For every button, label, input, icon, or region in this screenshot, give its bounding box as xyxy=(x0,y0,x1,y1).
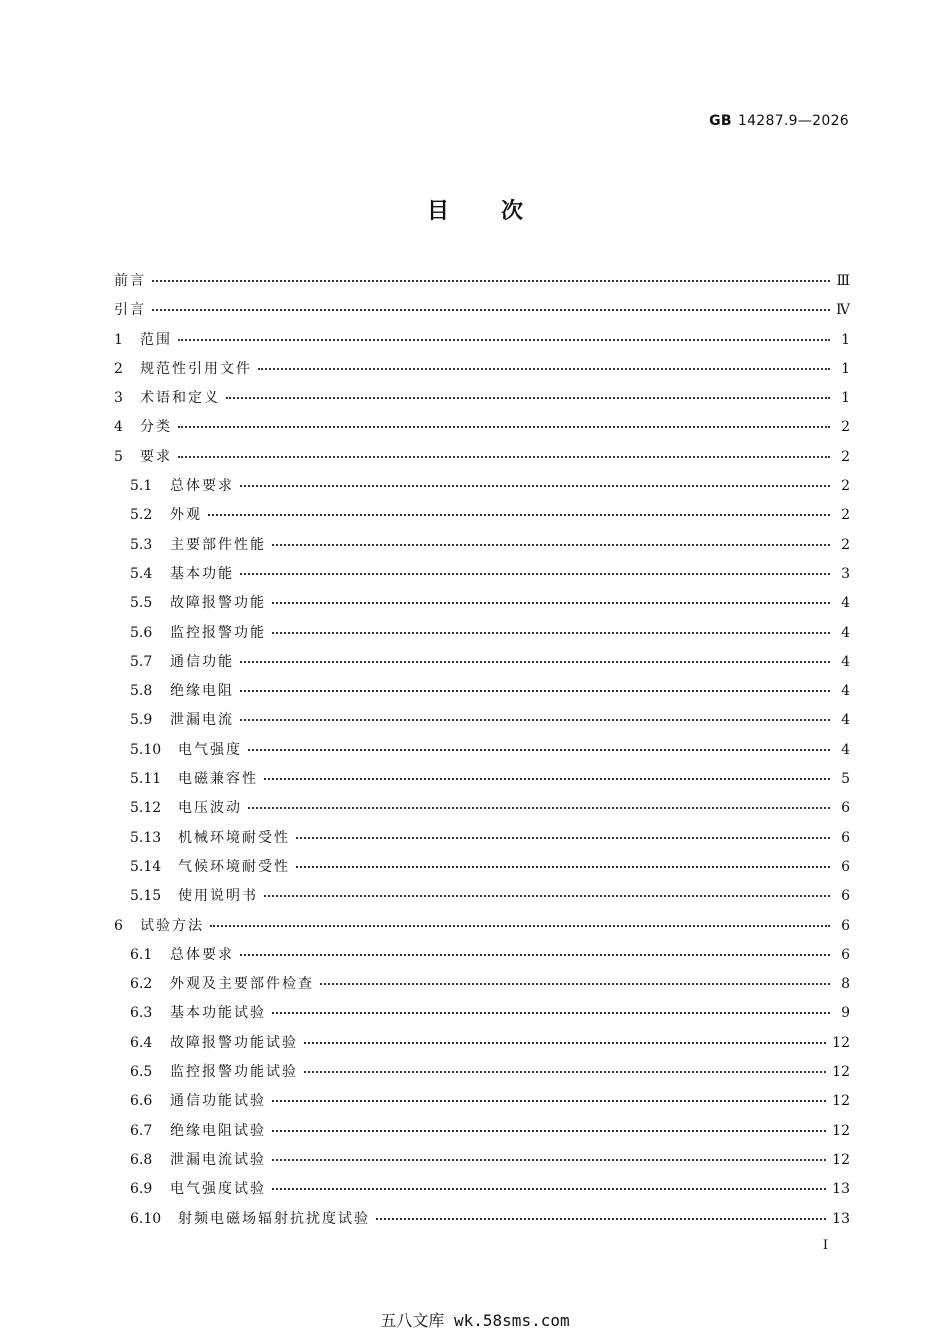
toc-entry[interactable] xyxy=(114,592,850,621)
toc-entry-page: 8 xyxy=(841,976,850,993)
toc-entry[interactable] xyxy=(114,358,850,387)
toc-entry-page: Ⅲ xyxy=(836,273,850,289)
toc-dot-leader xyxy=(208,505,830,519)
toc-entry-label: 电气强度试验 xyxy=(170,1181,266,1198)
toc-entry-number: 5.1 xyxy=(130,478,153,495)
table-of-contents xyxy=(114,270,850,1237)
toc-entry-label: 故障报警功能试验 xyxy=(170,1034,298,1051)
toc-entry[interactable] xyxy=(114,885,850,914)
toc-entry[interactable] xyxy=(114,416,850,445)
toc-dot-leader xyxy=(178,417,830,431)
toc-entry[interactable] xyxy=(114,1149,850,1178)
toc-entry-page: 4 xyxy=(841,741,850,758)
toc-entry-label: 试验方法 xyxy=(140,917,204,934)
toc-entry-page: 5 xyxy=(841,771,850,788)
toc-entry-label: 基本功能 xyxy=(170,565,234,582)
toc-entry-page: 1 xyxy=(841,360,850,377)
toc-entry-page: 3 xyxy=(841,565,850,582)
toc-dot-leader xyxy=(240,564,830,578)
toc-entry-label: 通信功能试验 xyxy=(170,1093,266,1110)
toc-entry-number: 6.3 xyxy=(130,1005,153,1022)
toc-entry-label: 要求 xyxy=(140,448,172,465)
toc-dot-leader xyxy=(240,710,830,724)
toc-entry[interactable] xyxy=(114,299,850,328)
toc-entry-page: 6 xyxy=(841,829,850,846)
toc-entry-label: 使用说明书 xyxy=(178,888,258,905)
toc-dot-leader xyxy=(152,271,830,285)
toc-entry-page: 12 xyxy=(832,1122,850,1139)
toc-entry[interactable] xyxy=(114,915,850,944)
toc-entry-label: 分类 xyxy=(140,419,172,436)
toc-entry-number: 6.10 xyxy=(130,1210,162,1227)
toc-entry-label: 通信功能 xyxy=(170,653,234,670)
toc-entry[interactable] xyxy=(114,797,850,826)
toc-entry[interactable] xyxy=(114,768,850,797)
toc-dot-leader xyxy=(272,1179,826,1193)
toc-dot-leader xyxy=(264,769,830,783)
toc-entry[interactable] xyxy=(114,944,850,973)
toc-entry[interactable] xyxy=(114,1090,850,1119)
toc-entry-number: 4 xyxy=(114,419,123,436)
toc-entry-label: 电气强度 xyxy=(178,741,242,758)
toc-entry[interactable] xyxy=(114,1032,850,1061)
toc-entry-label: 监控报警功能试验 xyxy=(170,1064,298,1081)
toc-entry-number: 5.10 xyxy=(130,741,162,758)
toc-dot-leader xyxy=(240,652,830,666)
toc-dot-leader xyxy=(240,476,830,490)
toc-entry[interactable] xyxy=(114,739,850,768)
toc-entry-label: 外观及主要部件检查 xyxy=(170,976,314,993)
toc-entry-number: 6.7 xyxy=(130,1122,153,1139)
toc-entry-page: 12 xyxy=(832,1034,850,1051)
toc-entry-label: 电压波动 xyxy=(178,800,242,817)
toc-entry-number: 5.15 xyxy=(130,888,162,905)
toc-entry[interactable] xyxy=(114,563,850,592)
toc-dot-leader xyxy=(272,593,830,607)
toc-dot-leader xyxy=(304,1062,826,1076)
toc-entry[interactable] xyxy=(114,534,850,563)
toc-entry-number: 5.12 xyxy=(130,800,162,817)
toc-entry[interactable] xyxy=(114,1002,850,1031)
toc-entry[interactable] xyxy=(114,504,850,533)
toc-entry-page: 12 xyxy=(832,1151,850,1168)
toc-dot-leader xyxy=(240,945,830,959)
standard-prefix: GB xyxy=(709,113,732,129)
toc-entry[interactable] xyxy=(114,651,850,680)
toc-entry-label: 前言 xyxy=(114,273,146,289)
toc-entry-label: 泄漏电流 xyxy=(170,712,234,729)
standard-number: 14287.9—2026 xyxy=(737,113,849,129)
toc-entry-page: 6 xyxy=(841,800,850,817)
toc-entry[interactable] xyxy=(114,1208,850,1237)
toc-dot-leader xyxy=(296,828,830,842)
toc-entry[interactable] xyxy=(114,270,850,299)
toc-entry-page: 1 xyxy=(841,331,850,348)
toc-entry[interactable] xyxy=(114,329,850,358)
toc-dot-leader xyxy=(258,359,830,373)
toc-entry-page: 4 xyxy=(841,624,850,641)
toc-entry-label: 故障报警功能 xyxy=(170,595,266,612)
toc-dot-leader xyxy=(248,798,830,812)
toc-entry-page: 12 xyxy=(832,1064,850,1081)
toc-entry-label: 总体要求 xyxy=(170,478,234,495)
toc-entry[interactable] xyxy=(114,387,850,416)
toc-entry-label: 引言 xyxy=(114,302,146,319)
toc-entry-label: 机械环境耐受性 xyxy=(178,829,290,846)
toc-entry-label: 基本功能试验 xyxy=(170,1005,266,1022)
toc-entry[interactable] xyxy=(114,709,850,738)
toc-entry-label: 总体要求 xyxy=(170,946,234,963)
toc-entry-number: 5.8 xyxy=(130,683,153,700)
toc-entry-number: 2 xyxy=(114,360,123,377)
toc-entry-number: 6 xyxy=(114,917,123,934)
toc-entry-page: 4 xyxy=(841,595,850,612)
toc-dot-leader xyxy=(272,1003,830,1017)
toc-entry-page: 6 xyxy=(841,946,850,963)
toc-entry-number: 5.3 xyxy=(130,536,153,553)
toc-entry-number: 5.2 xyxy=(130,507,153,524)
toc-dot-leader xyxy=(272,623,830,637)
toc-entry-number: 5.5 xyxy=(130,595,153,612)
toc-entry-page: 2 xyxy=(841,536,850,553)
footer-page-number: I xyxy=(822,1238,828,1253)
toc-entry-number: 6.5 xyxy=(130,1064,153,1081)
toc-entry-page: 6 xyxy=(841,888,850,905)
toc-entry-number: 5.6 xyxy=(130,624,153,641)
toc-dot-leader xyxy=(272,1121,826,1135)
toc-entry[interactable] xyxy=(114,680,850,709)
toc-entry-page: 13 xyxy=(832,1181,850,1198)
toc-entry-label: 绝缘电阻 xyxy=(170,683,234,700)
toc-entry-number: 6.6 xyxy=(130,1093,153,1110)
toc-entry-number: 5.4 xyxy=(130,565,153,582)
toc-entry[interactable] xyxy=(114,1061,850,1090)
toc-entry-page: 2 xyxy=(841,448,850,465)
toc-entry-label: 主要部件性能 xyxy=(170,536,266,553)
toc-dot-leader xyxy=(240,681,830,695)
toc-dot-leader xyxy=(304,1033,826,1047)
toc-entry-page: 6 xyxy=(841,858,850,875)
toc-entry[interactable] xyxy=(114,475,850,504)
toc-entry-number: 5.14 xyxy=(130,858,162,875)
toc-dot-leader xyxy=(248,740,830,754)
toc-dot-leader xyxy=(296,857,830,871)
toc-dot-leader xyxy=(376,1209,826,1223)
toc-entry-label: 绝缘电阻试验 xyxy=(170,1122,266,1139)
toc-entry-number: 1 xyxy=(114,331,123,348)
toc-dot-leader xyxy=(320,974,830,988)
toc-entry-label: 泄漏电流试验 xyxy=(170,1151,266,1168)
toc-entry-number: 6.8 xyxy=(130,1151,153,1168)
toc-entry[interactable] xyxy=(114,1120,850,1149)
toc-entry-page: 2 xyxy=(841,419,850,436)
toc-entry[interactable] xyxy=(114,622,850,651)
toc-entry-number: 3 xyxy=(114,390,123,407)
toc-dot-leader xyxy=(272,535,830,549)
toc-entry-page: 9 xyxy=(841,1005,850,1022)
toc-entry-label: 外观 xyxy=(170,507,202,524)
toc-entry[interactable] xyxy=(114,856,850,885)
toc-entry-label: 规范性引用文件 xyxy=(140,360,252,377)
toc-entry-number: 5.7 xyxy=(130,653,153,670)
toc-entry-page: 4 xyxy=(841,653,850,670)
toc-dot-leader xyxy=(226,388,830,402)
toc-entry-page: 4 xyxy=(841,683,850,700)
toc-entry-number: 6.9 xyxy=(130,1181,153,1198)
toc-entry-page: Ⅳ xyxy=(836,302,850,319)
toc-entry-label: 气候环境耐受性 xyxy=(178,858,290,875)
page-title: 目次 xyxy=(426,199,575,224)
toc-entry-number: 6.1 xyxy=(130,946,153,963)
toc-dot-leader xyxy=(272,1091,826,1105)
toc-entry-number: 6.2 xyxy=(130,976,153,993)
toc-dot-leader xyxy=(178,330,830,344)
toc-entry-number: 5 xyxy=(114,448,123,465)
toc-dot-leader xyxy=(264,886,830,900)
toc-entry-page: 1 xyxy=(841,390,850,407)
toc-dot-leader xyxy=(210,916,830,930)
toc-entry-label: 射频电磁场辐射抗扰度试验 xyxy=(178,1210,370,1227)
toc-entry-page: 13 xyxy=(832,1210,850,1227)
toc-entry-page: 2 xyxy=(841,478,850,495)
toc-entry-number: 5.11 xyxy=(130,771,162,788)
toc-dot-leader xyxy=(152,300,830,314)
toc-entry-number: 5.9 xyxy=(130,712,153,729)
toc-entry-page: 6 xyxy=(841,917,850,934)
toc-dot-leader xyxy=(272,1150,826,1164)
toc-entry-label: 范围 xyxy=(140,331,172,348)
toc-dot-leader xyxy=(178,447,830,461)
toc-entry[interactable] xyxy=(114,827,850,856)
toc-entry[interactable] xyxy=(114,1178,850,1207)
toc-entry-label: 监控报警功能 xyxy=(170,624,266,641)
standard-code xyxy=(709,113,849,129)
toc-entry-number: 5.13 xyxy=(130,829,162,846)
toc-entry-page: 2 xyxy=(841,507,850,524)
toc-entry-page: 12 xyxy=(832,1093,850,1110)
toc-entry-page: 4 xyxy=(841,712,850,729)
watermark-text: 五八文库 wk.58sms.com xyxy=(380,1311,570,1330)
toc-entry[interactable] xyxy=(114,446,850,475)
toc-entry-label: 术语和定义 xyxy=(140,390,220,407)
toc-entry[interactable] xyxy=(114,973,850,1002)
toc-entry-number: 6.4 xyxy=(130,1034,153,1051)
toc-entry-label: 电磁兼容性 xyxy=(178,771,258,788)
